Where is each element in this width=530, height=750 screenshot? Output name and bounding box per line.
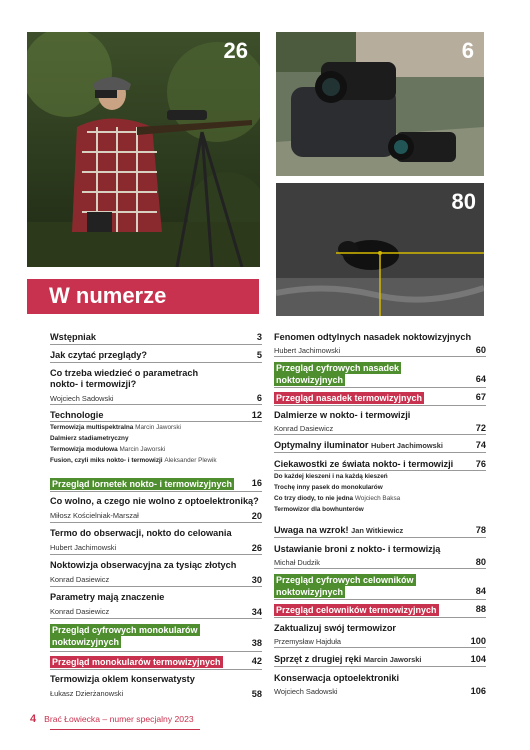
entry-title (274, 654, 486, 665)
entry-title-wrap (50, 656, 262, 668)
entry-page: 3 (256, 332, 262, 342)
entry-page: 80 (475, 557, 486, 567)
sub-title: Dalmierz stadiametryczny (50, 435, 129, 442)
entry-title: Co wolno, a czego nie wolno z optoelektroniką? (50, 496, 259, 506)
entry-author: Wojciech Sadowski (50, 394, 114, 403)
entry-title-text: Sprzęt z drugiej ręki (274, 654, 362, 664)
entry-page: 76 (475, 459, 486, 469)
page-title: W numerze (49, 283, 167, 308)
entry-page: 104 (470, 654, 486, 664)
entry-title-wrap (274, 362, 424, 386)
entry-author: Miłosz Kościelniak-Marszał (50, 511, 139, 520)
sub-entry (274, 506, 486, 514)
sub-entry (50, 457, 262, 465)
toc-entry[interactable] (50, 368, 262, 403)
sub-title: Co trzy diody, to nie jedna (274, 495, 354, 502)
sub-author: Marcin Jaworski (135, 424, 181, 431)
divider (274, 434, 486, 435)
toc-entry[interactable] (50, 478, 262, 490)
sub-entry (50, 446, 262, 454)
entry-title: Termowizja oklem konserwatysty (50, 674, 195, 684)
sub-author: Aleksander Plewik (164, 457, 217, 464)
entry-page: 74 (475, 440, 486, 450)
entry-title-text: Optymalny iluminator (274, 440, 369, 450)
entry-title-wrap (50, 624, 200, 648)
entry-page: 6 (256, 393, 262, 403)
toc-entry[interactable] (50, 332, 262, 343)
divider (50, 651, 262, 652)
toc-entry[interactable] (274, 623, 486, 646)
entry-page: 64 (475, 374, 486, 384)
entry-title: Przegląd celowników termowizyjnych (276, 605, 437, 615)
toc-entry[interactable] (50, 350, 262, 361)
toc-entry[interactable] (274, 525, 486, 536)
entry-title: Przegląd monokularów termowizyjnych (52, 657, 221, 667)
divider (274, 405, 486, 406)
entry-title: Przegląd cyfrowych celowników noktowizyjnych (276, 575, 414, 597)
entry-title: Noktowizja obserwacyjna za tysiąc złotych (50, 560, 237, 570)
toc-entry[interactable] (274, 459, 486, 514)
entry-title: Parametry mają znaczenie (50, 592, 165, 602)
divider (50, 618, 262, 619)
devices-page-number: 6 (461, 38, 474, 63)
divider (50, 421, 262, 422)
toc-entry[interactable] (274, 332, 486, 355)
footer-line (50, 729, 200, 730)
toc-right-column (274, 332, 486, 702)
divider (274, 666, 486, 667)
entry-page: 106 (470, 686, 486, 696)
entry-title: Przegląd lornetek nokto- i termowizyjnych (52, 479, 233, 489)
entry-page: 67 (475, 392, 486, 402)
entry-author: Hubert Jachimowski (274, 346, 341, 355)
toc-entry[interactable] (274, 410, 486, 433)
entry-author: Michał Dudzik (274, 558, 321, 567)
divider (50, 669, 262, 670)
divider (274, 537, 486, 538)
toc-entry[interactable] (274, 673, 486, 696)
entry-title-wrap (274, 604, 486, 616)
toc-entry[interactable] (50, 674, 262, 698)
divider (50, 344, 262, 345)
entry-page: 58 (251, 689, 262, 699)
entry-author: Hubert Jachimowski (371, 441, 443, 450)
entry-author: Konrad Dasiewicz (50, 607, 110, 616)
divider (50, 586, 262, 587)
page-footer (30, 713, 194, 725)
toc-entry[interactable] (274, 604, 486, 616)
entry-title (274, 525, 486, 536)
entry-author: Konrad Dasiewicz (50, 575, 110, 584)
entry-title-wrap (274, 392, 486, 404)
section-banner (27, 279, 259, 314)
entry-title: Co trzeba wiedzieć o parametrach nokto- i termowizji? (50, 368, 199, 389)
sub-entry (50, 435, 262, 443)
toc-entry[interactable] (50, 624, 262, 648)
toc-entry[interactable] (50, 656, 262, 668)
sub-author: Wojciech Baksa (354, 495, 401, 502)
entry-page: 42 (251, 656, 262, 666)
sub-entry (50, 424, 262, 432)
divider (274, 647, 486, 648)
toc-entry[interactable] (50, 560, 262, 584)
toc-entry[interactable] (274, 392, 486, 404)
entry-title: Przegląd nasadek termowizyjnych (276, 393, 423, 403)
entry-title-wrap (274, 574, 424, 598)
sub-title: Trochę inny pasek do monokularów (274, 484, 383, 491)
toc-left-column (50, 332, 262, 702)
divider (274, 387, 486, 388)
entry-title: Przegląd cyfrowych nasadek noktowizyjnych (276, 363, 400, 385)
entry-author: Hubert Jachimowski (50, 543, 117, 552)
entry-author: Łukasz Dzierżanowski (50, 689, 124, 698)
divider (274, 617, 486, 618)
divider (50, 554, 262, 555)
sub-title: Do każdej kieszeni i na każdą kieszeń (274, 473, 388, 480)
devices-photo (276, 32, 484, 176)
toc-entry[interactable] (50, 496, 262, 520)
entry-page: 30 (251, 575, 262, 585)
toc-entry[interactable] (274, 574, 486, 598)
divider (50, 362, 262, 363)
entry-author: Wojciech Sadowski (274, 687, 338, 696)
entry-title: Dalmierze w nokto- i termowizji (274, 410, 411, 420)
entry-page: 34 (251, 607, 262, 617)
entry-title (274, 440, 486, 451)
entry-page: 78 (475, 525, 486, 535)
divider (274, 452, 486, 453)
toc-entry[interactable] (274, 440, 486, 451)
entry-page: 72 (475, 423, 486, 433)
entry-page: 88 (475, 604, 486, 614)
toc-entry[interactable] (274, 654, 486, 665)
entry-title: Ustawianie broni z nokto- i termowizją (274, 544, 441, 554)
hunter-page-number: 26 (223, 38, 248, 63)
divider (274, 568, 486, 569)
entry-page: 16 (251, 478, 262, 488)
entry-title-wrap (50, 478, 262, 490)
sub-entry (274, 495, 486, 503)
entry-author: Jan Witkiewicz (351, 526, 404, 535)
thermal-photo (276, 183, 484, 316)
entry-page: 26 (251, 543, 262, 553)
hunter-photo (27, 32, 260, 267)
divider (274, 599, 486, 600)
entry-title: Termo do obserwacji, nokto do celowania (50, 528, 232, 538)
divider (50, 491, 262, 492)
sub-title: Fusion, czyli miks nokto- i termowizji (50, 457, 163, 464)
sub-author: Marcin Jaworski (119, 446, 166, 453)
entry-author: Przemysław Hajduła (274, 637, 341, 646)
sub-entry (274, 484, 486, 492)
toc-entry[interactable] (274, 362, 486, 386)
entry-page: 100 (470, 636, 486, 646)
divider (50, 522, 262, 523)
divider (50, 404, 262, 405)
entry-author: Marcin Jaworski (363, 655, 422, 664)
thermal-page-number: 80 (451, 189, 476, 214)
entry-author: Konrad Dasiewicz (274, 424, 334, 433)
entry-title: Technologie (50, 410, 104, 420)
sub-title: Termowizja modułowa (50, 446, 118, 453)
entry-title-text: Uwaga na wzrok! (274, 525, 349, 535)
toc-entry[interactable] (50, 528, 262, 552)
sub-title: Termowizja multispektralna (50, 424, 134, 431)
hunter-photo-icon (27, 32, 260, 267)
sub-title: Termowizor dla bowhunterów (274, 506, 364, 513)
footer-text: Brać Łowiecka – numer specjalny 2023 (44, 714, 194, 724)
entry-title: Przegląd cyfrowych monokularów noktowizyjnych (52, 625, 198, 647)
entry-title: Konserwacja optoelektroniki (274, 673, 400, 683)
sub-entry (274, 473, 486, 481)
entry-title: Ciekawostki ze świata nokto- i termowizji (274, 459, 454, 469)
entry-page: 38 (251, 638, 262, 648)
divider (274, 356, 486, 357)
entry-title: Jak czytać przeglądy? (50, 350, 148, 360)
entry-page: 60 (475, 345, 486, 355)
footer-page-number: 4 (30, 713, 37, 725)
entry-title: Zaktualizuj swój termowizor (274, 623, 397, 633)
thermal-devices-icon (276, 32, 484, 176)
entry-page: 84 (475, 586, 486, 596)
entry-page: 20 (251, 511, 262, 521)
toc-entry[interactable] (274, 544, 486, 567)
toc-entry[interactable] (50, 592, 262, 616)
divider (274, 470, 486, 471)
entry-page: 5 (256, 350, 262, 360)
entry-page: 12 (251, 410, 262, 420)
toc-entry[interactable] (50, 410, 262, 465)
entry-title: Fenomen odtylnych nasadek noktowizyjnych (274, 332, 472, 342)
entry-title: Wstępniak (50, 332, 96, 342)
